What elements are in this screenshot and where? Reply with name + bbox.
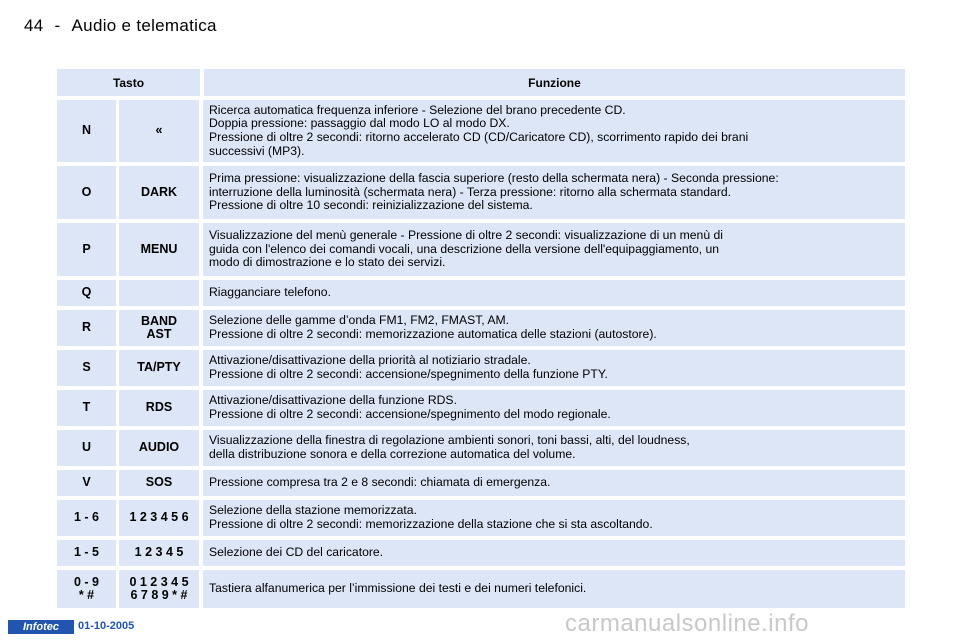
page-number: 44 bbox=[24, 16, 44, 35]
key-reference: R bbox=[57, 310, 116, 346]
key-reference: 1 - 6 bbox=[57, 500, 116, 536]
table-row bbox=[57, 100, 905, 162]
description-line: Pressione compresa tra 2 e 8 secondi: chiamata di emergenza. bbox=[209, 475, 551, 490]
description-line: Pressione di oltre 2 secondi: memorizzazione della stazione che si sta ascoltando. bbox=[209, 517, 653, 531]
description-line: Riagganciare telefono. bbox=[209, 285, 331, 300]
description-lines bbox=[209, 229, 723, 270]
table-row bbox=[57, 570, 905, 608]
page-title: Audio e telematica bbox=[71, 16, 217, 35]
description-line: interruzione della luminosità (schermata nera) - Terza pressione: ritorno alla schermata standard. bbox=[209, 184, 732, 199]
description-line: modo di dimostrazione e lo stato dei servizi. bbox=[209, 255, 446, 270]
description-lines bbox=[209, 104, 748, 159]
description-line: Attivazione/disattivazione della funzione RDS. bbox=[209, 393, 457, 408]
key-reference: O bbox=[57, 166, 116, 219]
function-description bbox=[203, 166, 905, 219]
table-row bbox=[57, 350, 905, 386]
description-line: Pressione di oltre 2 secondi: accensione/spegnimento della funzione PTY. bbox=[209, 367, 608, 381]
description-line: Selezione dei CD del caricatore. bbox=[209, 545, 384, 560]
description-line: Pressione di oltre 10 secondi: reinizializzazione del sistema. bbox=[209, 198, 533, 213]
key-label: 1 2 3 4 5 6 bbox=[119, 500, 199, 536]
description-line: Pressione di oltre 2 secondi: accensione/spegnimento del modo regionale. bbox=[209, 407, 611, 421]
description-line: Doppia pressione: passaggio dal modo LO al modo DX. bbox=[209, 116, 510, 131]
function-table bbox=[57, 69, 905, 612]
description-line: guida con l'elenco dei comandi vocali, una descrizione della versione dell'equipaggiamento, un bbox=[209, 241, 720, 256]
key-label bbox=[119, 280, 199, 306]
key-label: 1 2 3 4 5 bbox=[119, 540, 199, 566]
description-line: Visualizzazione della finestra di regolazione ambienti sonori, toni bassi, alti, del loudness, bbox=[209, 433, 690, 448]
table-row bbox=[57, 500, 905, 536]
description-line: Prima pressione: visualizzazione della fascia superiore (resto della schermata nera) - Seconda pressione: bbox=[209, 171, 779, 186]
function-description bbox=[203, 540, 905, 566]
function-description bbox=[203, 470, 905, 496]
description-lines bbox=[209, 504, 653, 531]
key-label: MENU bbox=[119, 223, 199, 276]
description-lines bbox=[209, 546, 383, 560]
key-label: RDS bbox=[119, 390, 199, 426]
key-reference: N bbox=[57, 100, 116, 162]
table-row bbox=[57, 470, 905, 496]
key-label: « bbox=[119, 100, 199, 162]
description-line: Tastiera alfanumerica per l’immissione dei testi e dei numeri telefonici. bbox=[209, 581, 587, 596]
table-body bbox=[57, 100, 905, 608]
description-lines bbox=[209, 172, 779, 213]
infotec-logo: Infotec bbox=[8, 620, 74, 634]
description-line: della distribuzione sonora e della correzione automatica del volume. bbox=[209, 447, 576, 461]
description-lines bbox=[209, 286, 331, 300]
table-row bbox=[57, 223, 905, 276]
function-description bbox=[203, 430, 905, 466]
key-reference: 1 - 5 bbox=[57, 540, 116, 566]
function-description bbox=[203, 500, 905, 536]
key-label: AUDIO bbox=[119, 430, 199, 466]
key-label: TA/PTY bbox=[119, 350, 199, 386]
description-lines bbox=[209, 476, 550, 490]
function-description bbox=[203, 280, 905, 306]
page-header bbox=[24, 16, 217, 36]
key-label: DARK bbox=[119, 166, 199, 219]
table-row bbox=[57, 540, 905, 566]
header-separator: - bbox=[54, 16, 61, 35]
table-row bbox=[57, 390, 905, 426]
function-description bbox=[203, 350, 905, 386]
key-label: SOS bbox=[119, 470, 199, 496]
description-line: Pressione di oltre 2 secondi: memorizzazione automatica delle stazioni (autostore). bbox=[209, 327, 657, 341]
header-key: Tasto bbox=[57, 69, 200, 96]
table-row bbox=[57, 310, 905, 346]
description-lines bbox=[209, 394, 611, 421]
watermark: carmanualsonline.info bbox=[565, 610, 809, 637]
description-line: successivi (MP3). bbox=[209, 143, 305, 158]
table-row bbox=[57, 280, 905, 306]
description-line: Pressione di oltre 2 secondi: ritorno accelerato CD (CD/Caricatore CD), scorrimento rapido dei brani bbox=[209, 130, 749, 144]
description-lines bbox=[209, 582, 586, 596]
key-label: 0 1 2 3 4 5 6 7 8 9 * # bbox=[119, 570, 199, 608]
function-description bbox=[203, 223, 905, 276]
key-reference: 0 - 9 * # bbox=[57, 570, 116, 608]
key-reference: T bbox=[57, 390, 116, 426]
key-reference: P bbox=[57, 223, 116, 276]
key-reference: S bbox=[57, 350, 116, 386]
function-description bbox=[203, 310, 905, 346]
header-function: Funzione bbox=[204, 69, 905, 96]
description-lines bbox=[209, 314, 657, 341]
key-reference: U bbox=[57, 430, 116, 466]
footer-date: 01-10-2005 bbox=[78, 620, 135, 632]
table-row bbox=[57, 430, 905, 466]
description-line: Selezione della stazione memorizzata. bbox=[209, 503, 417, 518]
description-lines bbox=[209, 354, 608, 381]
key-label: BAND AST bbox=[119, 310, 199, 346]
description-line: Ricerca automatica frequenza inferiore - Selezione del brano precedente CD. bbox=[209, 102, 626, 117]
function-description bbox=[203, 390, 905, 426]
key-reference: Q bbox=[57, 280, 116, 306]
description-line: Selezione delle gamme d’onda FM1, FM2, FMAST, AM. bbox=[209, 313, 510, 328]
description-line: Visualizzazione del menù generale - Pressione di oltre 2 secondi: visualizzazione di un menù di bbox=[209, 228, 723, 243]
description-lines bbox=[209, 434, 690, 461]
description-line: Attivazione/disattivazione della priorità al notiziario stradale. bbox=[209, 353, 531, 368]
table-row bbox=[57, 166, 905, 219]
function-description bbox=[203, 100, 905, 162]
table-header-row bbox=[57, 69, 905, 96]
key-reference: V bbox=[57, 470, 116, 496]
function-description bbox=[203, 570, 905, 608]
